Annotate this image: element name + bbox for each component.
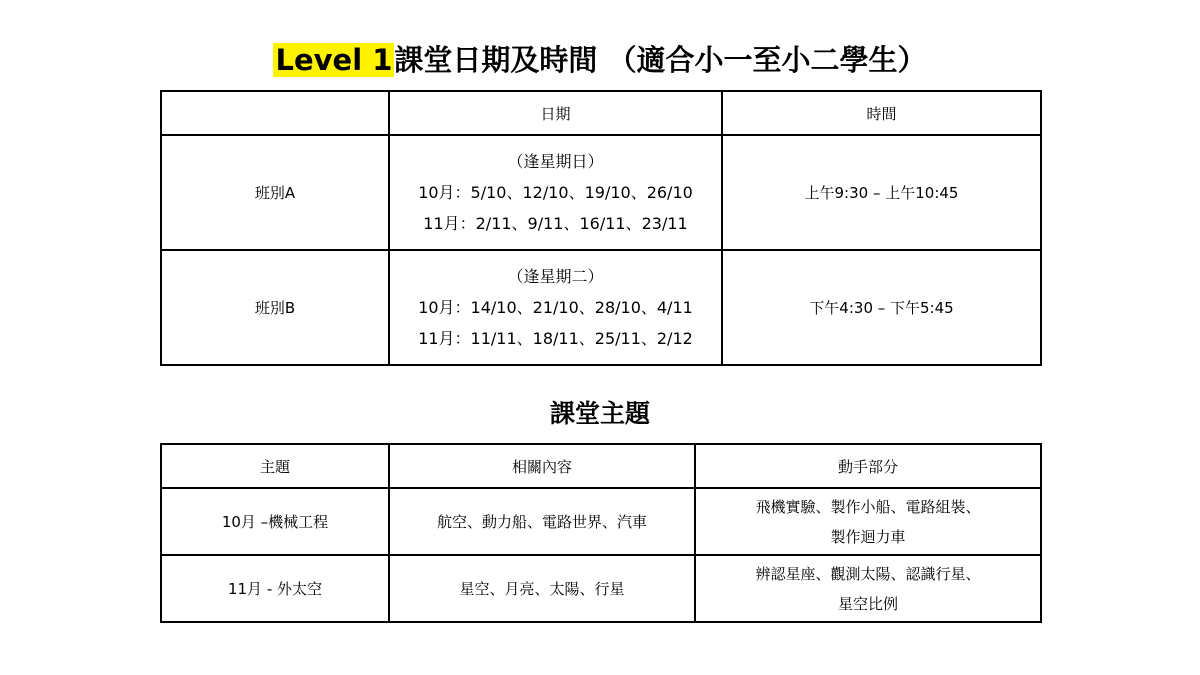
table-row bbox=[161, 135, 1041, 250]
date-cell bbox=[389, 250, 722, 365]
header-cell-content: 相關內容 bbox=[389, 444, 695, 488]
table-row bbox=[161, 555, 1041, 622]
hands-on-cell bbox=[695, 488, 1041, 555]
header-cell-date: 日期 bbox=[389, 91, 722, 135]
time-cell: 下午4:30 – 下午5:45 bbox=[722, 250, 1041, 365]
date-line: 11月：2/11、9/11、16/11、23/11 bbox=[423, 214, 688, 233]
title-highlight: Level 1 bbox=[275, 43, 393, 77]
topics-title: 課堂主題 bbox=[549, 399, 650, 428]
table-row bbox=[161, 250, 1041, 365]
hands-on-line: 星空比例 bbox=[837, 594, 898, 613]
date-line: 11月：11/11、18/11、25/11、2/12 bbox=[418, 329, 693, 348]
date-line: （逢星期二） bbox=[507, 267, 604, 286]
header-cell-hands-on: 動手部分 bbox=[695, 444, 1041, 488]
hands-on-line: 製作迴力車 bbox=[830, 527, 906, 546]
schedule-table bbox=[160, 90, 1042, 366]
page-title bbox=[0, 38, 1200, 82]
theme-cell: 11月 - 外太空 bbox=[161, 555, 389, 622]
time-cell: 上午9:30 – 上午10:45 bbox=[722, 135, 1041, 250]
date-line: 10月：14/10、21/10、28/10、4/11 bbox=[418, 298, 693, 317]
content-cell: 星空、月亮、太陽、行星 bbox=[389, 555, 695, 622]
hands-on-cell bbox=[695, 555, 1041, 622]
topics-table bbox=[160, 443, 1042, 623]
class-cell: 班別B bbox=[161, 250, 389, 365]
hands-on-line: 辨認星座、觀測太陽、認識行星、 bbox=[755, 564, 981, 583]
class-cell: 班別A bbox=[161, 135, 389, 250]
header-cell-theme: 主題 bbox=[161, 444, 389, 488]
table-header-row bbox=[161, 444, 1041, 488]
table-header-row bbox=[161, 91, 1041, 135]
content-cell: 航空、動力船、電路世界、汽車 bbox=[389, 488, 695, 555]
date-cell bbox=[389, 135, 722, 250]
header-cell-empty bbox=[161, 91, 389, 135]
title-text: 課堂日期及時間 （適合小一至小二學生） bbox=[394, 43, 927, 77]
theme-cell: 10月 –機械工程 bbox=[161, 488, 389, 555]
header-cell-time: 時間 bbox=[722, 91, 1041, 135]
date-line: 10月：5/10、12/10、19/10、26/10 bbox=[418, 183, 693, 202]
date-line: （逢星期日） bbox=[507, 152, 604, 171]
hands-on-line: 飛機實驗、製作小船、電路組裝、 bbox=[755, 497, 981, 516]
table-row bbox=[161, 488, 1041, 555]
